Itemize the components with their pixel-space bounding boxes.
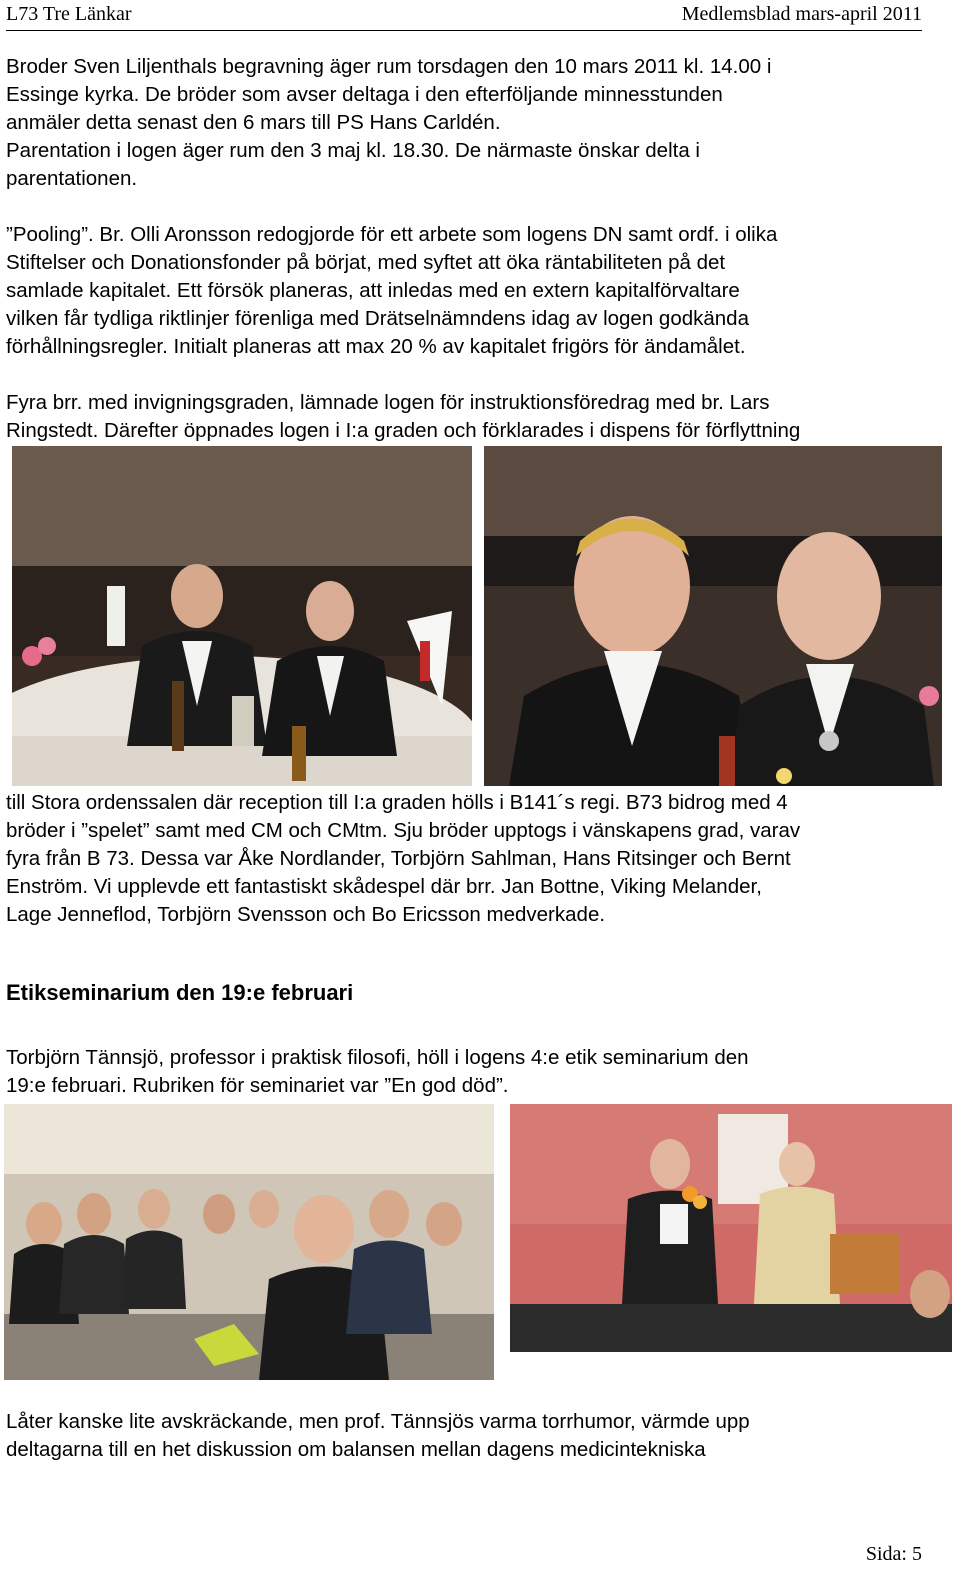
paragraph-seminar: Torbjörn Tännsjö, professor i praktisk filosofi, höll i logens 4:e etik seminarium den 19:e februari. Rubriken för seminariet var ”En god död”. xyxy=(6,1046,749,1097)
paragraph-humor: Låter kanske lite avskräckande, men prof. Tännsjös varma torrhumor, värmde upp deltagarna till en het diskussion om balansen mellan dagens medicintekniska xyxy=(6,1410,750,1461)
section-heading: Etikseminarium den 19:e februari xyxy=(6,980,354,1005)
photo-dinner-table xyxy=(12,446,472,786)
paragraph-pooling: ”Pooling”. Br. Olli Aronsson redogjorde för ett arbete som logens DN samt ordf. i olika Stiftelser och Donationsfonder på börjat, med syftet att öka räntabiliteten på det samlade kapitalet. Ett försök planeras, att inledas med en extern kapitalförvaltare vilken får tydliga riktlinjer förenliga med Drätselnämndens idag av logen godkända förhållningsregler. Initialt planeras att max 20 % av kapitalet frigörs för ändamålet. xyxy=(6,223,778,358)
photo-two-men xyxy=(484,446,942,786)
page-number: Sida: 5 xyxy=(865,1543,922,1565)
paragraph-degree: Fyra brr. med invigningsgraden, lämnade logen för instruktionsföredrag med br. Lars Ringstedt. Därefter öppnades logen i I:a graden och förklarades i dispens för förflyttning xyxy=(6,391,801,442)
paragraph-funeral: Broder Sven Liljenthals begravning äger rum torsdagen den 10 mars 2011 kl. 14.00 i Essinge kyrka. De bröder som avser deltaga i den efterföljande minnesstunden anmäler detta senast den 6 mars till PS Hans Carldén. Parentation i logen äger rum den 3 maj kl. 18.30. De närmaste önskar delta i parentationen. xyxy=(6,55,772,190)
header-rule xyxy=(6,30,922,31)
photo-seminar-audience xyxy=(4,1104,494,1380)
page-header xyxy=(0,0,960,30)
paragraph-reception: till Stora ordenssalen där reception till I:a graden hölls i B141´s regi. B73 bidrog med 4 bröder i ”spelet” samt med CM och CMtm. Sju bröder upptogs i vänskapens grad, varav fyra från B 73. Dessa var Åke Nordlander, Torbjörn Sahlman, Hans Ritsinger och Bernt Enström. Vi upplevde ett fantastiskt skådespel där brr. Jan Bottne, Viking Melander, Lage Jenneflod, Torbjörn Svensson och Bo Ericsson medverkade. xyxy=(6,791,801,926)
header-title: L73 Tre Länkar xyxy=(6,3,132,25)
header-issue: Medlemsblad mars-april 2011 xyxy=(681,3,922,25)
photo-speaker-flowers xyxy=(510,1104,952,1352)
